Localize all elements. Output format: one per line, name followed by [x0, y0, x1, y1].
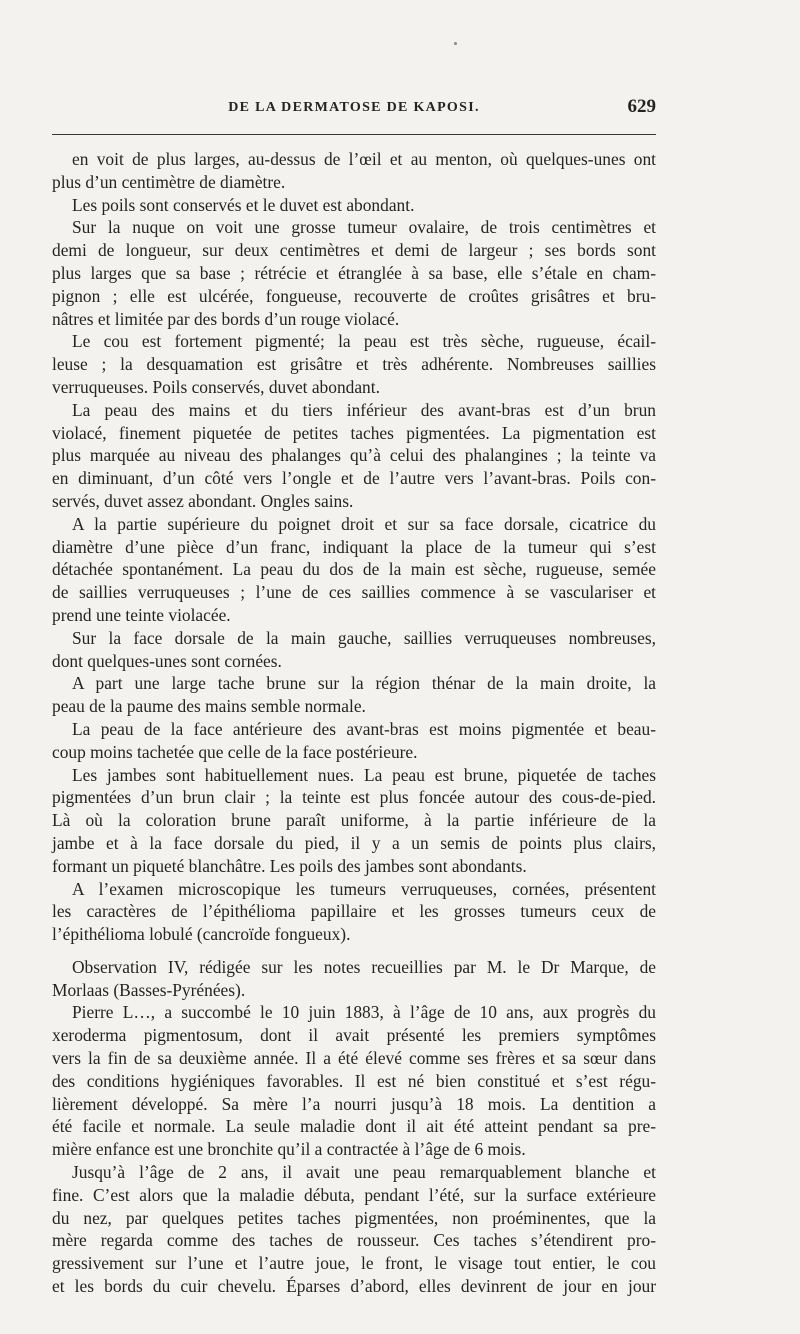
text-line: lièrement développé. Sa mère l’a nourri jusqu’à 18 mois. La dentition a [52, 1093, 656, 1114]
text-line: coup moins tachetée que celle de la face postérieure. [52, 741, 418, 762]
text-line: détachée spontanément. La peau du dos de la main est sèche, rugueuse, semée [52, 559, 656, 580]
paragraph [52, 718, 656, 764]
text-line: pigmentées d’un brun clair ; la teinte est plus foncée autour des cous-de-pied. [52, 787, 656, 808]
paragraph [52, 194, 656, 217]
paragraph [52, 216, 656, 330]
text-line: plus marquée au niveau des phalanges qu’à celui des phalangines ; la teinte va [52, 445, 656, 466]
text-line: de saillies verruqueuses ; l’une de ces saillies commence à se vasculariser et [52, 582, 656, 603]
running-title: DE LA DERMATOSE DE KAPOSI. [228, 100, 480, 115]
text-line: La peau des mains et du tiers inférieur des avant-bras est d’un brun [72, 399, 656, 420]
text-line: Les jambes sont habituellement nues. La peau est brune, piquetée de taches [72, 764, 656, 785]
paragraph [52, 627, 656, 673]
text-line: jambe et à la face dorsale du pied, il y a un semis de points plus clairs, [52, 832, 656, 853]
text-line: A part une large tache brune sur la région thénar de la main droite, la [72, 673, 656, 694]
page-speck [454, 42, 457, 45]
header-rule [52, 134, 656, 135]
text-line: verruqueuses. Poils conservés, duvet abondant. [52, 376, 380, 397]
text-line: Les poils sont conservés et le duvet est abondant. [72, 194, 415, 215]
paragraph [52, 399, 656, 513]
paragraph [52, 878, 656, 946]
text-line: A l’examen microscopique les tumeurs verruqueuses, cornées, présentent [72, 878, 656, 899]
text-line: et les bords du cuir chevelu. Éparses d’abord, elles devinrent de jour en jour [52, 1276, 656, 1297]
paragraph [52, 956, 656, 1002]
text-line: A la partie supérieure du poignet droit et sur sa face dorsale, cicatrice du [72, 513, 656, 534]
text-line: été facile et normale. La seule maladie dont il ait été atteint pendant sa pre- [52, 1116, 656, 1137]
text-line: violacé, finement piquetée de petites taches pigmentées. La pigmentation est [52, 422, 656, 443]
text-line: demi de longueur, sur deux centimètres et demi de largeur ; ses bords sont [52, 240, 656, 261]
paragraph [52, 764, 656, 878]
paragraph [52, 672, 656, 718]
text-line: Jusqu’à l’âge de 2 ans, il avait une peau remarquablement blanche et [72, 1162, 656, 1183]
text-line: pignon ; elle est ulcérée, fongueuse, recouverte de croûtes grisâtres et bru- [52, 285, 656, 306]
text-line: Observation IV, rédigée sur les notes recueillies par M. le Dr Marque, de [72, 956, 656, 977]
text-line: mère regarda comme des taches de rousseur. Ces taches s’étendirent pro- [52, 1230, 656, 1251]
text-line: les caractères de l’épithélioma papillaire et les grosses tumeurs ceux de [52, 901, 656, 922]
text-line: vers la fin de sa deuxième année. Il a été élevé comme ses frères et sa sœur dans [52, 1048, 656, 1069]
text-line: diamètre d’une pièce d’un franc, indiquant la place de la tumeur qui s’est [52, 536, 656, 557]
text-line: Morlaas (Basses-Pyrénées). [52, 979, 246, 1000]
section-gap [52, 946, 656, 956]
text-line: Le cou est fortement pigmenté; la peau est très sèche, rugueuse, écail- [72, 331, 656, 352]
text-line: dont quelques-unes sont cornées. [52, 650, 282, 671]
running-header [52, 96, 656, 124]
text-line: l’épithélioma lobulé (cancroïde fongueux). [52, 924, 351, 945]
paragraph [52, 148, 656, 194]
paragraph [52, 513, 656, 627]
text-line: servés, duvet assez abondant. Ongles sains. [52, 490, 354, 511]
text-line: Sur la face dorsale de la main gauche, saillies verruqueuses nombreuses, [72, 627, 656, 648]
text-line: Pierre L…, a succombé le 10 juin 1883, à l’âge de 10 ans, aux progrès du [72, 1002, 656, 1023]
text-line: en voit de plus larges, au-dessus de l’œil et au menton, où quelques-unes ont [72, 149, 656, 169]
text-line: du nez, par quelques petites taches pigmentées, non proéminentes, que la [52, 1207, 656, 1228]
text-line: prend une teinte violacée. [52, 604, 231, 625]
text-line: Là où la coloration brune paraît uniforme, à la partie inférieure de la [52, 810, 656, 831]
paragraph [52, 330, 656, 398]
text-line: nâtres et limitée par des bords d’un rouge violacé. [52, 308, 400, 329]
paragraph [52, 1001, 656, 1161]
text-line: plus larges que sa base ; rétrécie et étranglée à sa base, elle s’étale en cham- [52, 262, 656, 283]
text-line: formant un piqueté blanchâtre. Les poils des jambes sont abondants. [52, 855, 527, 876]
text-line: xeroderma pigmentosum, dont il avait présenté les premiers symptômes [52, 1025, 656, 1046]
text-line: peau de la paume des mains semble normale. [52, 696, 366, 717]
text-line: Sur la nuque on voit une grosse tumeur ovalaire, de trois centimètres et [72, 217, 656, 238]
page-number: 629 [627, 96, 656, 117]
text-line: fine. C’est alors que la maladie débuta, pendant l’été, sur la surface extérieure [52, 1184, 656, 1205]
text-line: gressivement sur l’une et l’autre joue, le front, le visage tout entier, le cou [52, 1253, 656, 1274]
paragraph [52, 1161, 656, 1298]
text-line: en diminuant, d’un côté vers l’ongle et de l’autre vers l’avant-bras. Poils con- [52, 468, 656, 489]
text-line: mière enfance est une bronchite qu’il a contractée à l’âge de 6 mois. [52, 1139, 526, 1160]
body-text [52, 148, 656, 1298]
text-line: leuse ; la desquamation est grisâtre et très adhérente. Nombreuses saillies [52, 354, 656, 375]
text-line: La peau de la face antérieure des avant-bras est moins pigmentée et beau- [72, 718, 656, 739]
text-line: des conditions hygiéniques favorables. Il est né bien constitué et s’est régu- [52, 1070, 656, 1091]
text-line: plus d’un centimètre de diamètre. [52, 171, 286, 192]
